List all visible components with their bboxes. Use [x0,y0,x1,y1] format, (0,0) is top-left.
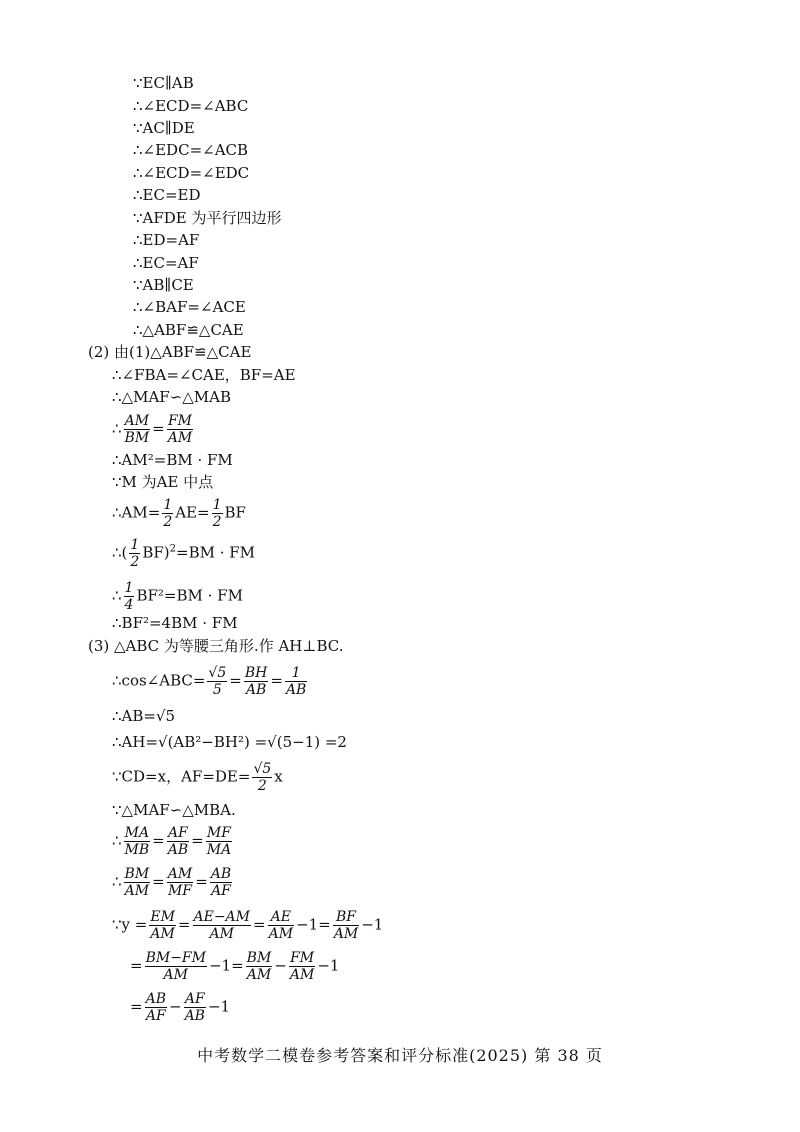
proof-line: ∴∠EDC=∠ACB [133,141,249,159]
proof-line: ∵AFDE 为平行四边形 [133,209,282,227]
proof-line-fraction: ∴cos∠ABC= $\frac{√5}{5}$ = $\frac{BH}{AB}$ = $\frac{1}{AB}$ [112,665,307,698]
proof-line-fraction: ∴ $\frac{MA}{MB}$ = $\frac{AF}{AB}$ = $\frac{MF}{MA}$ [112,825,232,858]
proof-line: ∴ED=AF [133,231,200,249]
proof-line-fraction: = $\frac{AB}{AF}$ − $\frac{AF}{AB}$ −1 [130,991,231,1024]
proof-line: ∴∠ECD=∠ABC [133,97,249,115]
proof-line-fraction: ∴ $\frac{AM}{BM}$ = $\frac{FM}{AM}$ [112,413,193,446]
proof-line: ∴△MAF∽△MAB [112,388,231,406]
proof-line-fraction: = $\frac{BM-FM}{AM}$ −1= $\frac{BM}{AM}$ − $\frac{FM}{AM}$ −1 [130,950,340,983]
proof-line: ∴AB=√5 [112,707,176,725]
proof-line: ∴AH=√(AB²−BH²) =√(5−1) =2 [112,733,347,751]
proof-line: ∴△ABF≌△CAE [133,321,244,339]
proof-line-fraction: ∴( $\frac{1}{2}$ BF)$^2$=BM · FM [112,537,256,570]
proof-line: ∴EC=AF [133,254,199,272]
proof-line: ∵AB∥CE [133,276,194,294]
proof-line: ∴∠ECD=∠EDC [133,164,250,182]
proof-line: ∵M 为AE 中点 [112,473,214,491]
proof-line: ∴AM²=BM · FM [112,451,233,469]
part2-header: (2) 由(1)△ABF≌△CAE [88,343,252,361]
part3-header: (3) △ABC 为等腰三角形.作 AH⊥BC. [88,637,344,655]
proof-line: ∵AC∥DE [133,119,195,137]
proof-line-fraction: ∵y = $\frac{EM}{AM}$ = $\frac{AE-AM}{AM}$ = $\frac{AE}{AM}$ −1= $\frac{BF}{AM}$ −1 [112,909,384,942]
proof-line: ∵△MAF∽△MBA. [112,801,236,819]
proof-line: ∴∠FBA=∠CAE，BF=AE [112,366,296,384]
proof-line-fraction: ∴AM= $\frac{1}{2}$ AE= $\frac{1}{2}$ BF [112,497,246,530]
proof-line-fraction: ∴ $\frac{BM}{AM}$ = $\frac{AM}{MF}$ = $\frac{AB}{AF}$ [112,866,232,899]
proof-line-fraction: ∴ $\frac{1}{4}$ BF²=BM · FM [112,580,243,613]
proof-line-fraction: ∵CD=x，AF=DE= $\frac{√5}{2}$ x [112,761,283,794]
proof-line: ∵EC∥AB [133,74,194,92]
page-footer: 中考数学二模卷参考答案和评分标准(2025) 第 38 页 [197,1046,603,1065]
proof-line: ∴∠BAF=∠ACE [133,298,246,316]
proof-line: ∴EC=ED [133,186,201,204]
proof-line: ∴BF²=4BM · FM [112,614,238,632]
